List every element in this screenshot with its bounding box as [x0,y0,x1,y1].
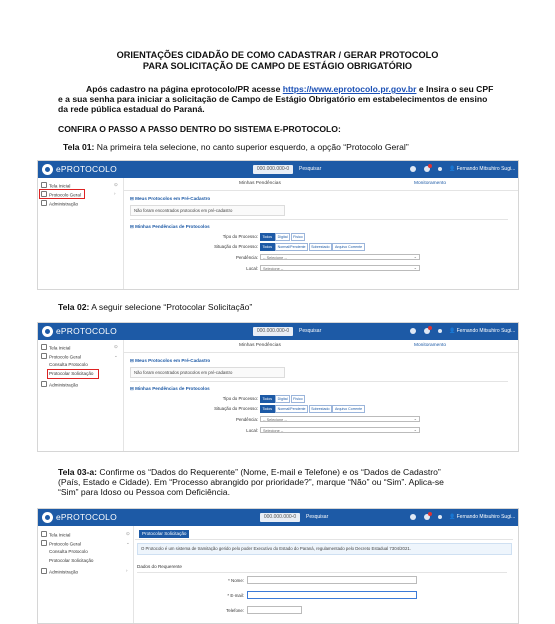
divider [135,539,513,540]
section-pre-cadastro[interactable]: ⊟ Meus Protocolos em Pré-Cadastro [130,358,211,363]
chevron-icon: › [114,191,116,196]
step1-text: Na primeira tela selecione, no canto superior esquerdo, a opção “Protocolo Geral” [94,142,409,152]
situacao-toggle-group [260,405,365,411]
menu-home[interactable] [41,531,70,538]
label-telefone: Telefone: [226,608,244,613]
section-pendencias[interactable]: ⊟ Minhas Pendências de Protocolos [130,386,210,391]
user-name: Fernando Mitsuhiro Sugi... [456,328,516,334]
submenu-consulta[interactable]: Consulta Protocolo [49,362,88,367]
pendencia-select[interactable]: -- Selecione -- ⌄ [260,254,420,260]
chevron-down-icon: ⌄ [126,540,130,545]
section-dados-requerente: Dados do Requerente [137,564,182,569]
step2-text: A seguir selecione “Protocolar Solicitação” [89,302,253,312]
step1-label: Tela 01: [63,142,95,152]
submenu-consulta[interactable]: Consulta Protocolo [49,549,88,554]
label-email: * E-mail: [227,593,244,598]
collapse-icon[interactable]: ⊙ [114,344,118,349]
step3-caption [58,467,502,477]
sit-arquivo[interactable]: Arquivo Corrente [332,405,364,413]
menu-protocolo-geral[interactable] [41,353,81,360]
notification-badge [428,164,432,168]
label-tipo: Tipo do Processo: [222,396,258,401]
folder-icon [41,353,47,359]
intro-text-end: e Insira o seu CPF [416,84,494,94]
menu-home-label: Tela Inicial [49,183,71,189]
home-icon [41,182,47,188]
divider [130,381,508,382]
user-name: Fernando Mitsuhiro Sugi... [456,514,516,520]
tipo-todos[interactable]: Todos [260,395,275,403]
sidebar [38,178,124,289]
chevron-down-icon: ⌄ [114,353,118,358]
notification-badge [428,326,432,330]
section-pendencias-title: Minhas Pendências de Protocolos [135,224,210,229]
menu-admin-label: Administração [49,569,79,575]
info-banner: O Protocolo é um sistema de tramitação gerido pelo poder Executivo do Estado do Paraná, regulamentado pelo Decreto Estadual 7304/2021. [137,543,512,555]
users-icon [41,381,47,387]
tipo-toggle-group [260,395,306,401]
menu-home-label: Tela Inicial [49,532,71,538]
label-tipo: Tipo do Processo: [222,234,258,239]
tab-pendencias[interactable]: Minhas Pendências [239,181,281,186]
tipo-digital[interactable]: Digital [275,233,290,241]
sidebar [38,340,124,451]
step2-label: Tela 02: [58,302,90,312]
menu-home[interactable] [41,182,70,189]
search-button[interactable]: Pesquisar [306,514,329,520]
intro-line3: da rede pública estadual do Paraná. [58,104,205,114]
eprotocolo-logo [42,164,53,175]
app-header [38,161,518,178]
empty-message: Não foram encontrados protocolos em pré-cadastro [130,367,285,378]
help-icon[interactable] [410,166,416,172]
step3-line2: (País, Estado e Cidade). Em “Processo abrangido por prioridade?”, marque “Não” ou “Sim”. Aplica-se [58,477,444,487]
tipo-fisico[interactable]: Físico [291,233,306,241]
email-field[interactable] [247,591,417,599]
pendencia-select[interactable]: -- Selecione -- ⌄ [260,416,420,422]
intro-text: Após cadastro na página eprotocolo/PR acesse [86,84,283,94]
menu-admin-label: Administração [49,382,79,388]
screenshot-tela-03a [37,508,519,624]
menu-home-label: Tela Inicial [49,345,71,351]
step1-caption [63,142,409,152]
help-icon[interactable] [410,328,416,334]
sit-arquivo[interactable]: Arquivo Corrente [332,243,364,251]
step3-text: Confirme os “Dados do Requerente” (Nome, E-mail e Telefone) e os “Dados de Cadastro” [97,467,441,477]
submenu-protocolar[interactable]: Protocolar Solicitação [49,371,94,376]
section-pre-cadastro-title: Meus Protocolos em Pré-Cadastro [135,196,211,201]
highlight-box [39,189,85,199]
divider [137,572,507,573]
empty-message: Não foram encontrados protocolos em pré-cadastro [130,205,285,216]
submenu-protocolar[interactable]: Protocolar Solicitação [49,558,94,563]
app-brand: ePROTOCOLO [56,512,117,522]
users-icon [41,568,47,574]
settings-icon[interactable] [438,515,442,519]
tipo-fisico[interactable]: Físico [291,395,306,403]
sit-todos[interactable]: Todos [260,405,275,413]
intro-line2: e a sua senha para iniciar a solicitação de Campo de Estágio Obrigatório em estabelecimentos de ensino [58,94,488,104]
home-icon [41,344,47,350]
chevron-icon: › [126,568,128,573]
menu-admin[interactable] [41,568,78,575]
help-icon[interactable] [410,514,416,520]
step3-label: Tela 03-a: [58,467,98,477]
highlight-box [47,369,99,379]
collapse-icon[interactable]: ⊙ [126,531,130,536]
label-pendencia: Pendência: [236,255,258,260]
app-header [38,509,518,526]
step3-line3: “Sim” para Idoso ou Pessoa com Deficiência. [58,487,230,497]
tipo-digital[interactable]: Digital [275,395,290,403]
tipo-todos[interactable]: Todos [260,233,275,241]
tab-monitoramento[interactable]: Monitoramento [414,181,446,186]
menu-admin-label: Administração [49,201,79,207]
search-button[interactable]: Pesquisar [299,328,322,334]
cpf-search-input[interactable]: 000.000.000-0 [253,165,293,174]
divider [130,219,508,220]
sit-sobrestado[interactable]: Sobrestado [309,243,332,251]
user-menu[interactable]: 👤 Fernando Mitsuhiro Sugi... [449,166,516,172]
collapse-icon[interactable]: ⊙ [114,182,118,187]
menu-home[interactable] [41,344,70,351]
local-select[interactable]: Selecione -- ⌄ [260,427,420,433]
user-name: Fernando Mitsuhiro Sugi... [456,166,516,172]
sit-normal[interactable]: Normal/Pendente [275,243,308,251]
settings-icon[interactable] [438,329,442,333]
telefone-field[interactable] [247,606,302,614]
label-local: Local: [246,266,258,271]
tab-bar [124,340,518,353]
section-pre-cadastro-title: Meus Protocolos em Pré-Cadastro [135,358,211,363]
app-brand: ePROTOCOLO [56,164,117,174]
sit-sobrestado[interactable]: Sobrestado [309,405,332,413]
home-icon [41,531,47,537]
screenshot-tela-02 [37,322,519,452]
screenshot-tela-01 [37,160,519,290]
eprotocolo-logo [42,512,53,523]
intro-paragraph [58,84,502,94]
menu-admin[interactable] [41,381,78,388]
menu-admin[interactable] [41,200,78,207]
sit-normal[interactable]: Normal/Pendente [275,405,308,413]
menu-protocolo-label: Protocolo Geral [49,354,81,360]
tab-pendencias[interactable]: Minhas Pendências [239,343,281,348]
section-pre-cadastro[interactable]: ⊟ Meus Protocolos em Pré-Cadastro [130,196,211,201]
local-select[interactable]: Selecione -- ⌄ [260,265,420,271]
label-situacao: Situação do Processo: [214,406,258,411]
tab-bar [124,178,518,191]
document-title-line1: ORIENTAÇÕES CIDADÃO DE COMO CADASTRAR / GERAR PROTOCOLO [116,50,439,60]
tab-monitoramento[interactable]: Monitoramento [414,343,446,348]
sit-todos[interactable]: Todos [260,243,275,251]
sidebar [38,526,134,623]
eprotocolo-link[interactable]: https://www.eprotocolo.pr.gov.br [282,84,417,94]
step2-caption [58,302,252,312]
user-menu[interactable]: 👤 Fernando Mitsuhiro Sugi... [449,514,516,520]
tipo-toggle-group [260,233,306,239]
user-menu[interactable]: 👤 Fernando Mitsuhiro Sugi... [449,328,516,334]
document-title-line2: PARA SOLICITAÇÃO DE CAMPO DE ESTÁGIO OBRIGATÓRIO [142,61,413,71]
cpf-search-input[interactable]: 000.000.000-0 [260,513,300,522]
users-icon [41,200,47,206]
settings-icon[interactable] [438,167,442,171]
search-button[interactable]: Pesquisar [299,166,322,172]
notification-badge [428,512,432,516]
tab-protocolar-solicitacao[interactable]: Protocolar Solicitação [139,530,189,538]
label-nome: * Nome: [228,578,244,583]
section-pendencias-title: Minhas Pendências de Protocolos [135,386,210,391]
label-local: Local: [246,428,258,433]
menu-protocolo-label: Protocolo Geral [49,192,81,198]
menu-protocolo-label: Protocolo Geral [49,541,81,547]
steps-heading: CONFIRA O PASSO A PASSO DENTRO DO SISTEMA E-PROTOCOLO: [58,124,341,134]
nome-field[interactable] [247,576,417,584]
section-pendencias[interactable]: ⊟ Minhas Pendências de Protocolos [130,224,210,229]
app-brand: ePROTOCOLO [56,326,117,336]
folder-icon [41,540,47,546]
eprotocolo-logo [42,326,53,337]
label-situacao: Situação do Processo: [214,244,258,249]
cpf-search-input[interactable]: 000.000.000-0 [253,327,293,336]
situacao-toggle-group [260,243,365,249]
app-header [38,323,518,340]
label-pendencia: Pendência: [236,417,258,422]
menu-protocolo-geral[interactable] [41,540,81,547]
